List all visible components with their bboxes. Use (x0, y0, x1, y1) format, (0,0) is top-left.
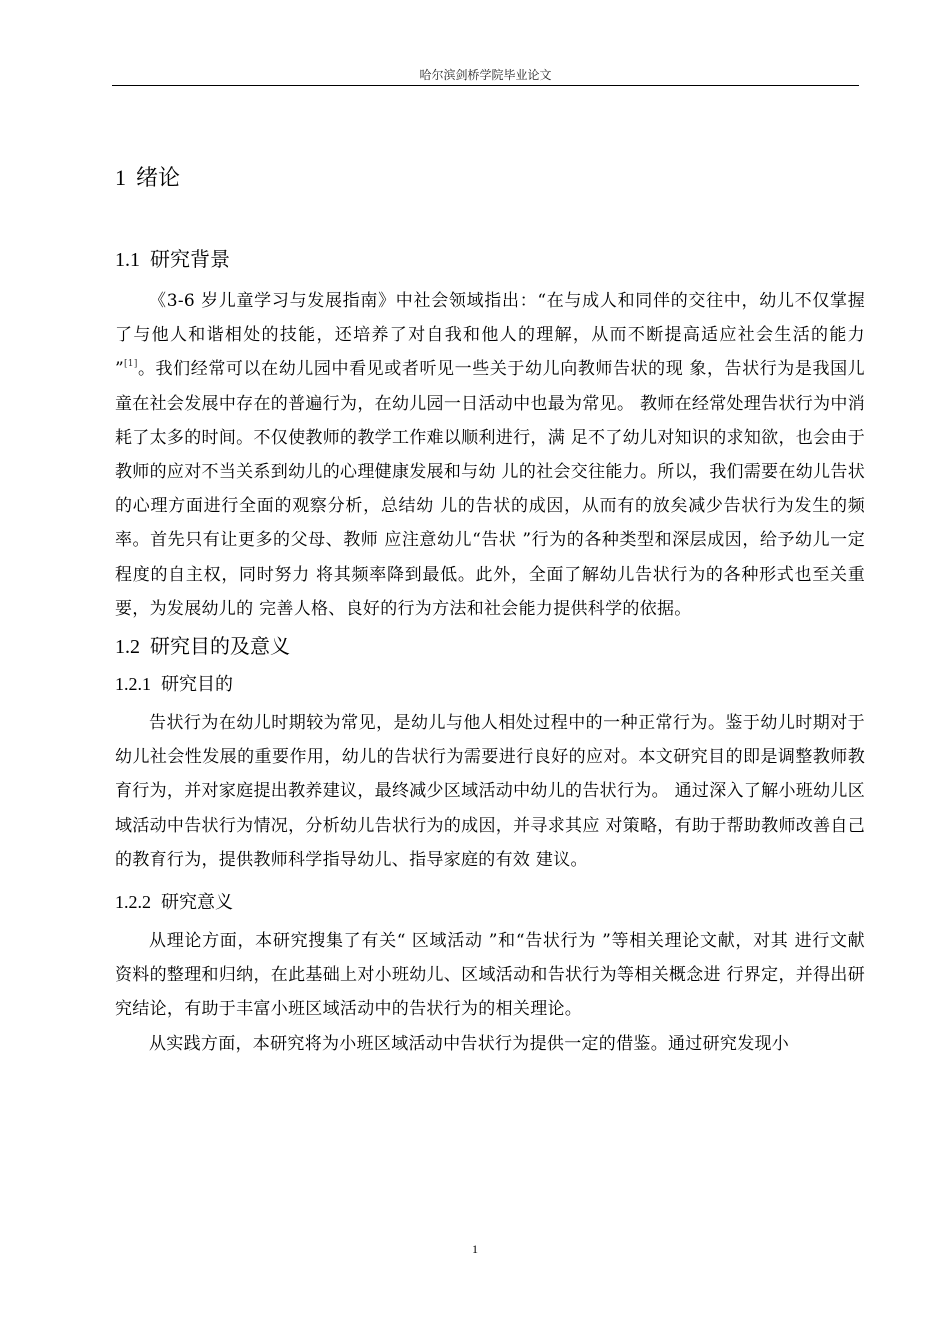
chapter-number: 1 (115, 165, 126, 190)
section-1-2-2-title: 研究意义 (161, 892, 233, 914)
significance-paragraph-practice: 从实践方面，本研究将为小班区域活动中告状行为提供一定的借鉴。通过研究发现小 (149, 1033, 790, 1054)
purpose-paragraph: 告状行为在幼儿时期较为常见，是幼儿与他人相处过程中的一种正常行为。鉴于幼儿时期对于幼儿社会性发展的重要作用，幼儿的告状行为需要进行良好的应对。本文研究目的即是调整教师教育行为，并对家庭提出教养建议，最终减少区域活动中幼儿的告状行为。 通过深入了解小班幼儿区域活动中告状行为情况，分析幼儿告状行为的成因，并寻求其应 对策略，有助于帮助教师改善自己的教育行为，提供教师科学指导幼儿、指导家庭的有效 建议。 (115, 713, 865, 870)
background-paragraph (115, 284, 865, 626)
page-number: 1 (472, 1242, 478, 1256)
header-rule (112, 85, 859, 86)
section-1-2-2-number: 1.2.2 (115, 892, 151, 913)
background-text-a: 《3-6 岁儿童学习与发展指南》中社会领域指出：“在与成人和同伴的交往中，幼儿不仅掌握了与他人和谐相处的技能，还培养了对自我和他人的理解，从而不断提高适应社会生活的能力 ” (115, 291, 865, 380)
section-1-1-title: 研究背景 (150, 247, 230, 271)
section-1-2-1-title: 研究目的 (161, 674, 233, 696)
section-1-1-number: 1.1 (115, 249, 140, 271)
section-1-2-heading (115, 628, 865, 665)
section-1-2-1-heading (115, 667, 865, 702)
section-1-2-2-heading (115, 885, 865, 920)
section-1-2-title: 研究目的及意义 (150, 634, 290, 659)
section-1-2-1-number: 1.2.1 (115, 674, 151, 695)
page-header: 哈尔滨剑桥学院毕业论文 (419, 68, 552, 82)
page-content (115, 158, 865, 1061)
background-text-b: 。我们经常可以在幼儿园中看见或者听见一些关于幼儿向教师告状的现 象，告状行为是我国儿童在社会发展中存在的普遍行为，在幼儿园一日活动中也最为常见。 教师在经常处理告状行为中消耗了太多的时间。不仅使教师的教学工作难以顺利进行，满 足不了幼儿对知识的求知欲，也会由于教师的应对不当关系到幼儿的心理健康发展和与幼 儿的社会交往能力。所以，我们需要在幼儿告状的心理方面进行全面的观察分析，总结幼 儿的告状的成因，从而有的放矣减少告状行为发生的频率。首先只有让更多的父母、教师 应注意幼儿“告状 ”行为的各种类型和深层成因，给予幼儿一定程度的自主权，同时努力 将其频率降到最低。此外，全面了解幼儿告状行为的各种形式也至关重要，为发展幼儿的 完善人格、良好的行为方法和社会能力提供科学的依据。 (115, 359, 865, 619)
chapter-title: 绪论 (136, 166, 181, 191)
section-1-1-heading (115, 241, 865, 278)
citation-ref: [1] (124, 359, 138, 370)
section-1-2-number: 1.2 (115, 636, 140, 659)
chapter-heading (115, 158, 865, 199)
significance-paragraph-theory: 从理论方面，本研究搜集了有关“ 区域活动 ”和“告状行为 ”等相关理论文献，对其 进行文献资料的整理和归纳，在此基础上对小班幼儿、区域活动和告状行为等相关概念进 行界定，并得出研究结论，有助于丰富小班区域活动中的告状行为的相关理论。 (115, 931, 865, 1020)
